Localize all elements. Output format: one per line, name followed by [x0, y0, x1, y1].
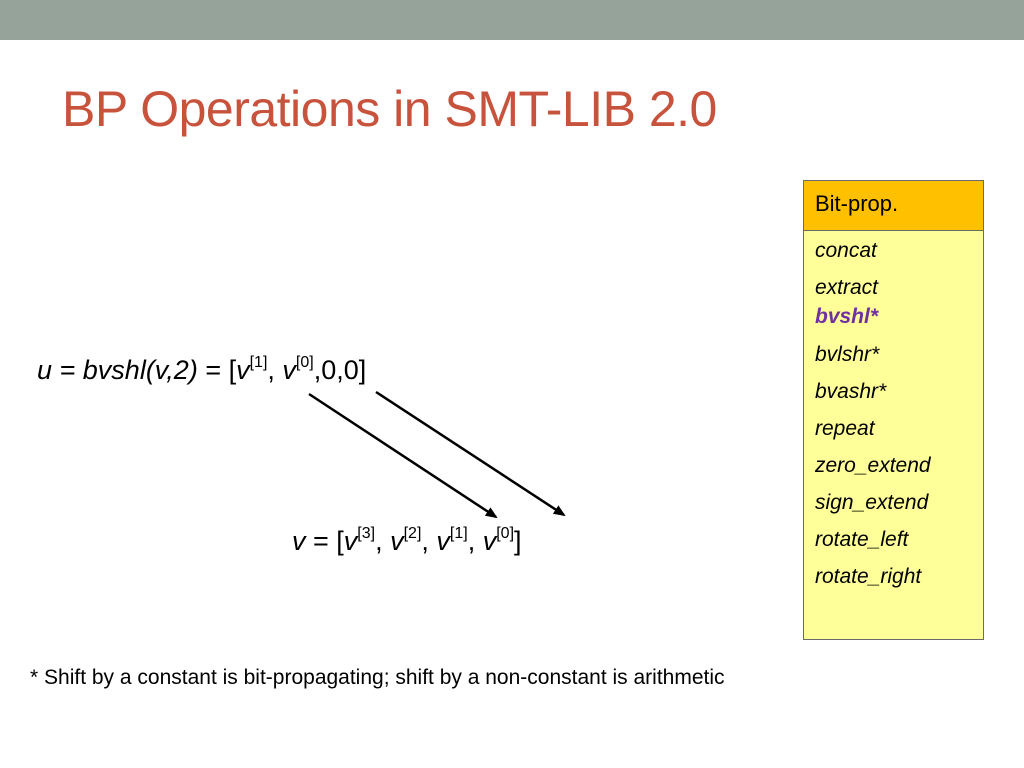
equation-v-var3: v: [436, 526, 450, 556]
op-bvshl: bvshl*: [815, 305, 879, 328]
equation-u-tail: ,0,0]: [313, 355, 367, 385]
op-extract: extract: [815, 276, 879, 299]
equation-v-sep3: ,: [467, 526, 483, 556]
equation-v-idx4: [0]: [496, 525, 515, 542]
bitprop-table: [803, 180, 984, 640]
equation-v-var4: v: [482, 526, 497, 556]
op-concat: concat: [815, 239, 877, 262]
equation-u-idx2: [0]: [295, 354, 314, 371]
op-bvlshr: bvlshr*: [815, 343, 880, 366]
op-sign-extend: sign_extend: [815, 491, 929, 514]
bitprop-header: Bit-prop.: [804, 181, 983, 231]
equation-v-idx2: [2]: [403, 525, 422, 542]
equation-u-sep1: ,: [267, 355, 283, 385]
equation-v-sep1: ,: [375, 526, 391, 556]
op-zero-extend: zero_extend: [815, 454, 931, 477]
op-rotate-right: rotate_right: [815, 565, 922, 588]
equation-v-idx1: [3]: [357, 525, 376, 542]
equation-u-var2: v: [282, 355, 296, 385]
equation-v-idx3: [1]: [449, 525, 468, 542]
footnote: * Shift by a constant is bit-propagating; shift by a non-constant is arithmetic: [30, 666, 725, 689]
slide-title: BP Operations in SMT-LIB 2.0: [62, 81, 717, 137]
op-bvashr: bvashr*: [815, 380, 887, 403]
equation-v-var1: v: [343, 526, 358, 556]
equation-v-lhs: v: [292, 526, 306, 556]
equation-u-var1: v: [236, 355, 250, 385]
arrow-v1-to-v3: [309, 394, 496, 517]
equation-v-tail: ]: [514, 526, 522, 556]
arrow-v0-to-v2: [376, 392, 564, 515]
equation-v-eq: = [: [305, 526, 344, 556]
equation-u-idx1: [1]: [249, 354, 268, 371]
op-rotate-left: rotate_left: [815, 528, 909, 551]
op-repeat: repeat: [815, 417, 875, 440]
equation-u-lhs: u = bvshl(v,2): [37, 355, 198, 385]
equation-v-var2: v: [390, 526, 404, 556]
equation-v-sep2: ,: [421, 526, 437, 556]
equation-u-eq: = [: [197, 355, 237, 385]
